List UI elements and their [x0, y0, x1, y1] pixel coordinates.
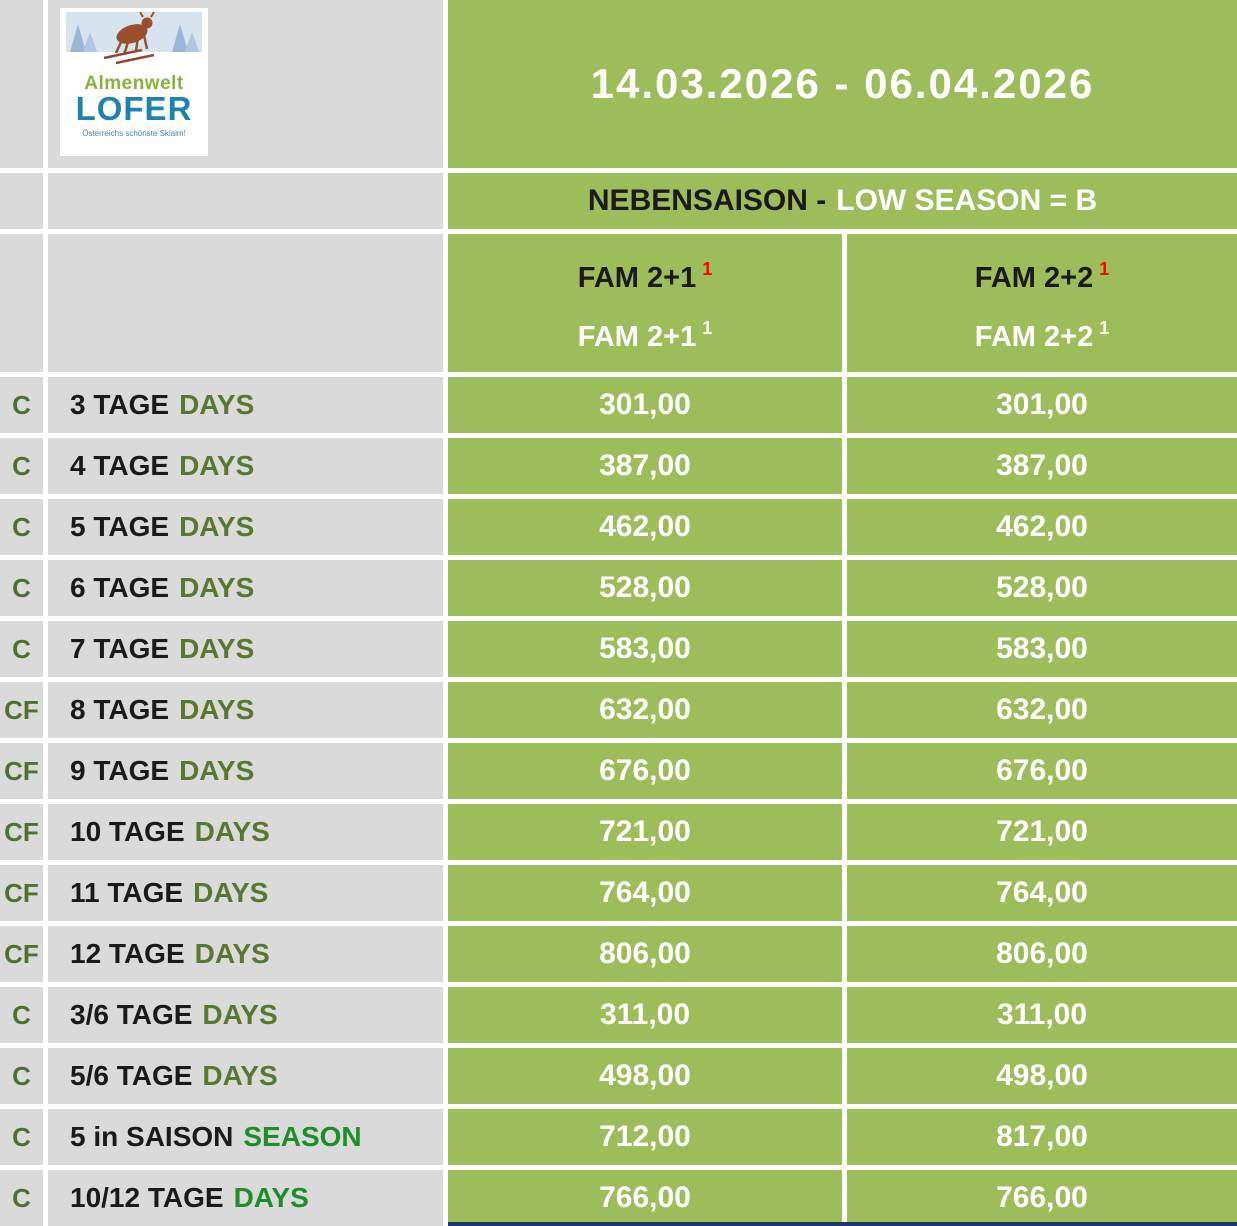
price-value: 764,00: [996, 876, 1088, 909]
row-label-cell: [48, 621, 443, 677]
ticket-type-flag: C: [12, 633, 31, 664]
price-value: 721,00: [996, 815, 1088, 848]
price-cell-fam-2plus2: [847, 987, 1237, 1043]
season-name-de: NEBENSAISON -: [587, 184, 827, 217]
price-value: 806,00: [599, 937, 691, 970]
row-label-en: DAYS: [179, 450, 255, 481]
column-header-fam-2plus2: [847, 234, 1237, 372]
price-value: 806,00: [996, 937, 1088, 970]
price-cell-fam-2plus1: [448, 1170, 842, 1226]
column-title-en-text: FAM 2+2: [974, 321, 1094, 353]
price-value: 583,00: [599, 632, 691, 665]
price-cell-fam-2plus2: [847, 499, 1237, 555]
row-label-cell: [48, 499, 443, 555]
row-flag-cell: [0, 560, 43, 616]
price-value: 632,00: [599, 693, 691, 726]
column-title-de-text: FAM 2+2: [974, 262, 1094, 294]
corner-cell: [0, 0, 43, 168]
row-label-de: 6 TAGE: [70, 572, 170, 603]
price-cell-fam-2plus2: [847, 1048, 1237, 1104]
price-value: 712,00: [599, 1120, 691, 1153]
row-flag-cell: [0, 804, 43, 860]
ticket-type-flag: C: [12, 572, 31, 603]
price-cell-fam-2plus1: [448, 621, 842, 677]
row-label-cell: [48, 865, 443, 921]
ticket-type-flag: C: [12, 1060, 31, 1091]
empty-cell: [48, 234, 443, 372]
price-value: 462,00: [599, 510, 691, 543]
row-label-cell: [48, 377, 443, 433]
row-label-cell: [48, 682, 443, 738]
row-label-de: 10/12 TAGE: [70, 1182, 224, 1213]
price-cell-fam-2plus1: [448, 499, 842, 555]
row-label-en: DAYS: [202, 999, 278, 1030]
row-label-de: 4 TAGE: [70, 450, 170, 481]
price-cell-fam-2plus1: [448, 560, 842, 616]
row-flag-cell: [0, 1170, 43, 1226]
row-label-de: 5/6 TAGE: [70, 1060, 193, 1091]
empty-cell: [48, 173, 443, 229]
price-cell-fam-2plus2: [847, 743, 1237, 799]
price-value: 676,00: [599, 754, 691, 787]
price-value: 528,00: [996, 571, 1088, 604]
price-cell-fam-2plus1: [448, 438, 842, 494]
ticket-type-flag: CF: [4, 938, 39, 969]
price-value: 766,00: [599, 1181, 691, 1214]
price-value: 632,00: [996, 693, 1088, 726]
skiing-cow-icon: [60, 8, 208, 74]
ticket-type-flag: CF: [4, 816, 39, 847]
price-cell-fam-2plus2: [847, 926, 1237, 982]
ticket-type-flag: CF: [4, 755, 39, 786]
price-value: 311,00: [996, 998, 1088, 1031]
row-label-cell: [48, 560, 443, 616]
row-label-en: DAYS: [193, 877, 269, 908]
price-value: 676,00: [996, 754, 1088, 787]
price-value: 721,00: [599, 815, 691, 848]
price-cell-fam-2plus2: [847, 377, 1237, 433]
price-value: 817,00: [996, 1120, 1088, 1153]
price-cell-fam-2plus1: [448, 1048, 842, 1104]
price-cell-fam-2plus2: [847, 438, 1237, 494]
footnote-marker: 1: [1099, 259, 1110, 279]
price-value: 387,00: [599, 449, 691, 482]
row-label-cell: [48, 438, 443, 494]
logo-brand-line2: LOFER: [75, 90, 193, 127]
row-label-de: 9 TAGE: [70, 755, 170, 786]
row-flag-cell: [0, 1109, 43, 1165]
row-label-de: 3/6 TAGE: [70, 999, 193, 1030]
logo-cell: [48, 0, 443, 168]
price-value: 301,00: [599, 388, 691, 421]
row-label-en: DAYS: [179, 755, 255, 786]
column-title-en: [578, 313, 712, 352]
footnote-marker: 1: [702, 259, 713, 279]
price-cell-fam-2plus1: [448, 1109, 842, 1165]
column-header-fam-2plus1: [448, 234, 842, 372]
footnote-marker: 1: [1099, 318, 1110, 338]
logo-brand-line1: Almenwelt: [84, 73, 184, 94]
row-label-en: DAYS: [194, 938, 270, 969]
row-flag-cell: [0, 1048, 43, 1104]
row-label-cell: [48, 987, 443, 1043]
price-cell-fam-2plus1: [448, 987, 842, 1043]
row-label-cell: [48, 743, 443, 799]
ticket-type-flag: C: [12, 389, 31, 420]
ticket-type-flag: CF: [4, 694, 39, 725]
price-value: 583,00: [996, 632, 1088, 665]
row-label-cell: [48, 804, 443, 860]
footnote-marker: 1: [702, 318, 713, 338]
ticket-type-flag: C: [12, 999, 31, 1030]
row-label-en: DAYS: [233, 1182, 309, 1213]
column-title-de: [975, 254, 1109, 293]
row-label-en: DAYS: [179, 633, 255, 664]
price-cell-fam-2plus2: [847, 1109, 1237, 1165]
price-cell-fam-2plus1: [448, 682, 842, 738]
price-cell-fam-2plus1: [448, 377, 842, 433]
price-cell-fam-2plus1: [448, 865, 842, 921]
ticket-type-flag: C: [12, 450, 31, 481]
column-title-en-text: FAM 2+1: [577, 321, 697, 353]
next-section-top-border: [448, 1222, 1237, 1226]
price-cell-fam-2plus2: [847, 865, 1237, 921]
price-cell-fam-2plus2: [847, 560, 1237, 616]
column-title-de: [578, 254, 712, 293]
ticket-type-flag: CF: [4, 877, 39, 908]
price-cell-fam-2plus1: [448, 926, 842, 982]
price-value: 301,00: [996, 388, 1088, 421]
row-label-de: 7 TAGE: [70, 633, 170, 664]
ticket-type-flag: C: [12, 1182, 31, 1213]
row-label-en: DAYS: [179, 572, 255, 603]
row-flag-cell: [0, 438, 43, 494]
column-title-en: [975, 313, 1109, 352]
row-label-de: 11 TAGE: [70, 877, 184, 908]
row-label-en: DAYS: [179, 389, 255, 420]
price-value: 498,00: [599, 1059, 691, 1092]
row-label-de: 5 in SAISON: [70, 1121, 234, 1152]
row-label-de: 8 TAGE: [70, 694, 170, 725]
price-value: 311,00: [599, 998, 691, 1031]
price-value: 498,00: [996, 1059, 1088, 1092]
price-value: 766,00: [996, 1181, 1088, 1214]
row-label-en: DAYS: [179, 694, 255, 725]
row-flag-cell: [0, 682, 43, 738]
row-flag-cell: [0, 377, 43, 433]
logo-tagline: Österreichs schönste Skialm!: [82, 129, 186, 138]
row-flag-cell: [0, 743, 43, 799]
row-label-en: DAYS: [202, 1060, 278, 1091]
row-label-de: 5 TAGE: [70, 511, 170, 542]
row-label-de: 3 TAGE: [70, 389, 170, 420]
date-range-text: 14.03.2026 - 06.04.2026: [590, 60, 1095, 107]
date-range-header-cell: [448, 0, 1237, 168]
row-label-de: 12 TAGE: [70, 938, 185, 969]
almenwelt-lofer-logo: [60, 8, 208, 156]
price-cell-fam-2plus1: [448, 804, 842, 860]
price-value: 462,00: [996, 510, 1088, 543]
price-value: 387,00: [996, 449, 1088, 482]
price-cell-fam-2plus2: [847, 804, 1237, 860]
row-label-cell: [48, 1170, 443, 1226]
row-flag-cell: [0, 621, 43, 677]
row-label-en: DAYS: [179, 511, 255, 542]
season-banner-cell: [448, 173, 1237, 229]
row-label-en: SEASON: [243, 1121, 362, 1152]
price-cell-fam-2plus2: [847, 1170, 1237, 1226]
row-label-de: 10 TAGE: [70, 816, 185, 847]
column-title-de-text: FAM 2+1: [577, 262, 697, 294]
row-label-cell: [48, 1048, 443, 1104]
price-cell-fam-2plus2: [847, 621, 1237, 677]
price-value: 528,00: [599, 571, 691, 604]
ticket-type-flag: C: [12, 511, 31, 542]
empty-cell: [0, 234, 43, 372]
row-flag-cell: [0, 499, 43, 555]
row-label-cell: [48, 1109, 443, 1165]
season-name-en: LOW SEASON = B: [836, 184, 1098, 217]
row-flag-cell: [0, 987, 43, 1043]
empty-cell: [0, 173, 43, 229]
price-cell-fam-2plus2: [847, 682, 1237, 738]
row-flag-cell: [0, 865, 43, 921]
row-label-en: DAYS: [194, 816, 270, 847]
row-flag-cell: [0, 926, 43, 982]
row-label-cell: [48, 926, 443, 982]
price-cell-fam-2plus1: [448, 743, 842, 799]
price-value: 764,00: [599, 876, 691, 909]
ticket-type-flag: C: [12, 1121, 31, 1152]
